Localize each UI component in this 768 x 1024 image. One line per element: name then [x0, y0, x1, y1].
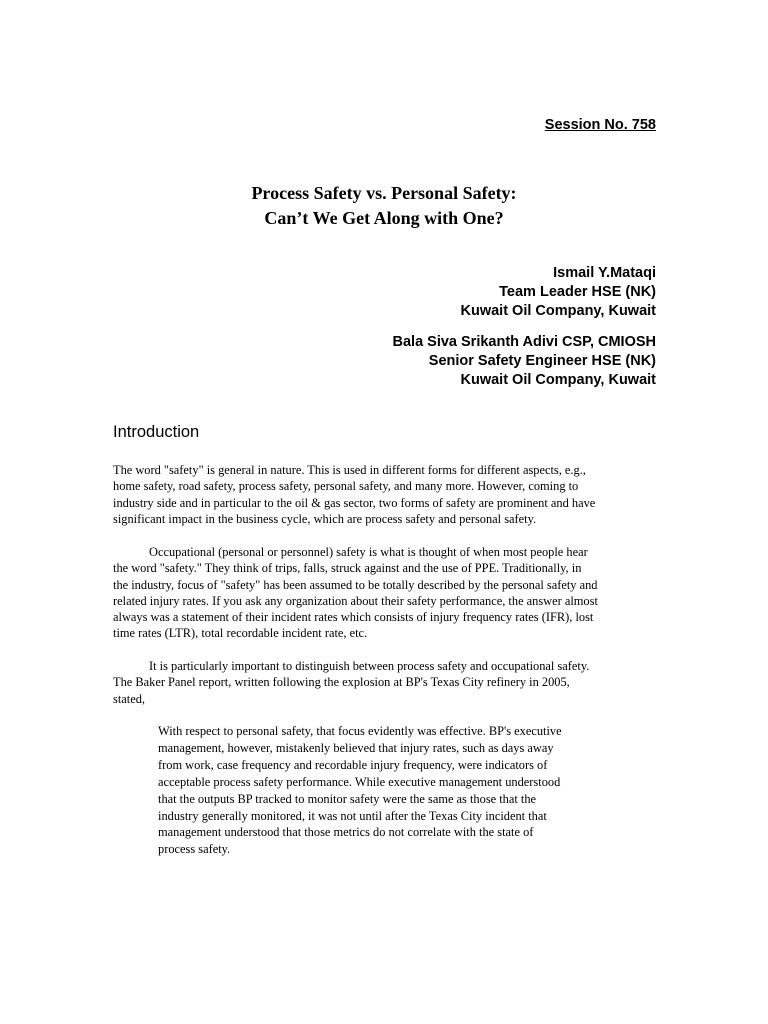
paragraph-2: [113, 544, 663, 642]
section-heading-introduction: Introduction: [113, 423, 200, 441]
quote-line: that the outputs BP tracked to monitor safety were the same as those that the: [158, 791, 537, 806]
quote-line: management understood that those metrics do not correlate with the state of: [158, 825, 534, 840]
quote-line: With respect to personal safety, that focus evidently was effective. BP's executive: [158, 724, 562, 738]
author-name: Ismail Y.Mataqi: [553, 265, 656, 281]
title-line-2: Can’t We Get Along with One?: [264, 208, 504, 228]
paragraph-line: Occupational (personal or personnel) safety is what is thought of when most people hear: [149, 545, 588, 559]
paragraph-3: [113, 658, 663, 707]
paragraph-line: related injury rates. If you ask any organization about their safety performance, the answer almost: [113, 593, 598, 608]
author-block-1: [461, 264, 657, 321]
baker-panel-quote: [158, 723, 628, 858]
quote-line: acceptable process safety performance. While executive management understood: [158, 774, 561, 789]
quote-line: process safety.: [158, 842, 231, 857]
paragraph-line: significant impact in the business cycle, which are process safety and personal safety.: [113, 511, 537, 526]
paragraph-line: always was a statement of their incident rates which consists of injury frequency rates (IFR), lost: [113, 610, 594, 625]
quote-line: from work, case frequency and recordable injury frequency, were indicators of: [158, 757, 548, 772]
session-number: Session No. 758: [544, 117, 656, 133]
paragraph-line: time rates (LTR), total recordable incident rate, etc.: [113, 626, 368, 641]
author-name: Bala Siva Srikanth Adivi CSP, CMIOSH: [392, 334, 656, 350]
author-organization: Kuwait Oil Company, Kuwait: [460, 303, 656, 319]
quote-line: management, however, mistakenly believed that injury rates, such as days away: [158, 740, 554, 755]
paragraph-1: [113, 462, 663, 527]
paragraph-line: industry side and in particular to the oil & gas sector, two forms of safety are prominent and have: [113, 495, 596, 510]
author-block-2: [393, 333, 657, 390]
author-role: Senior Safety Engineer HSE (NK): [428, 353, 656, 369]
paragraph-line: The word "safety" is general in nature. This is used in different forms for different aspects, e.g.,: [113, 463, 586, 477]
paragraph-line: the industry, focus of "safety" has been assumed to be totally described by the personal safety and: [113, 577, 598, 592]
author-organization: Kuwait Oil Company, Kuwait: [460, 372, 656, 388]
author-role: Team Leader HSE (NK): [499, 284, 656, 300]
paragraph-line: the word "safety." They think of trips, falls, struck against and the use of PPE. Traditionally, in: [113, 561, 582, 576]
title-line-1: Process Safety vs. Personal Safety:: [251, 183, 517, 203]
quote-line: industry generally monitored, it was not until after the Texas City incident that: [158, 808, 547, 823]
paper-title: [0, 181, 768, 231]
paragraph-line: The Baker Panel report, written following the explosion at BP's Texas City refinery in 2005,: [113, 675, 570, 690]
paragraph-line: stated,: [113, 691, 145, 706]
paragraph-line: home safety, road safety, process safety, personal safety, and many more. However, coming to: [113, 479, 579, 494]
paragraph-line: It is particularly important to distinguish between process safety and occupational safety.: [149, 659, 590, 673]
